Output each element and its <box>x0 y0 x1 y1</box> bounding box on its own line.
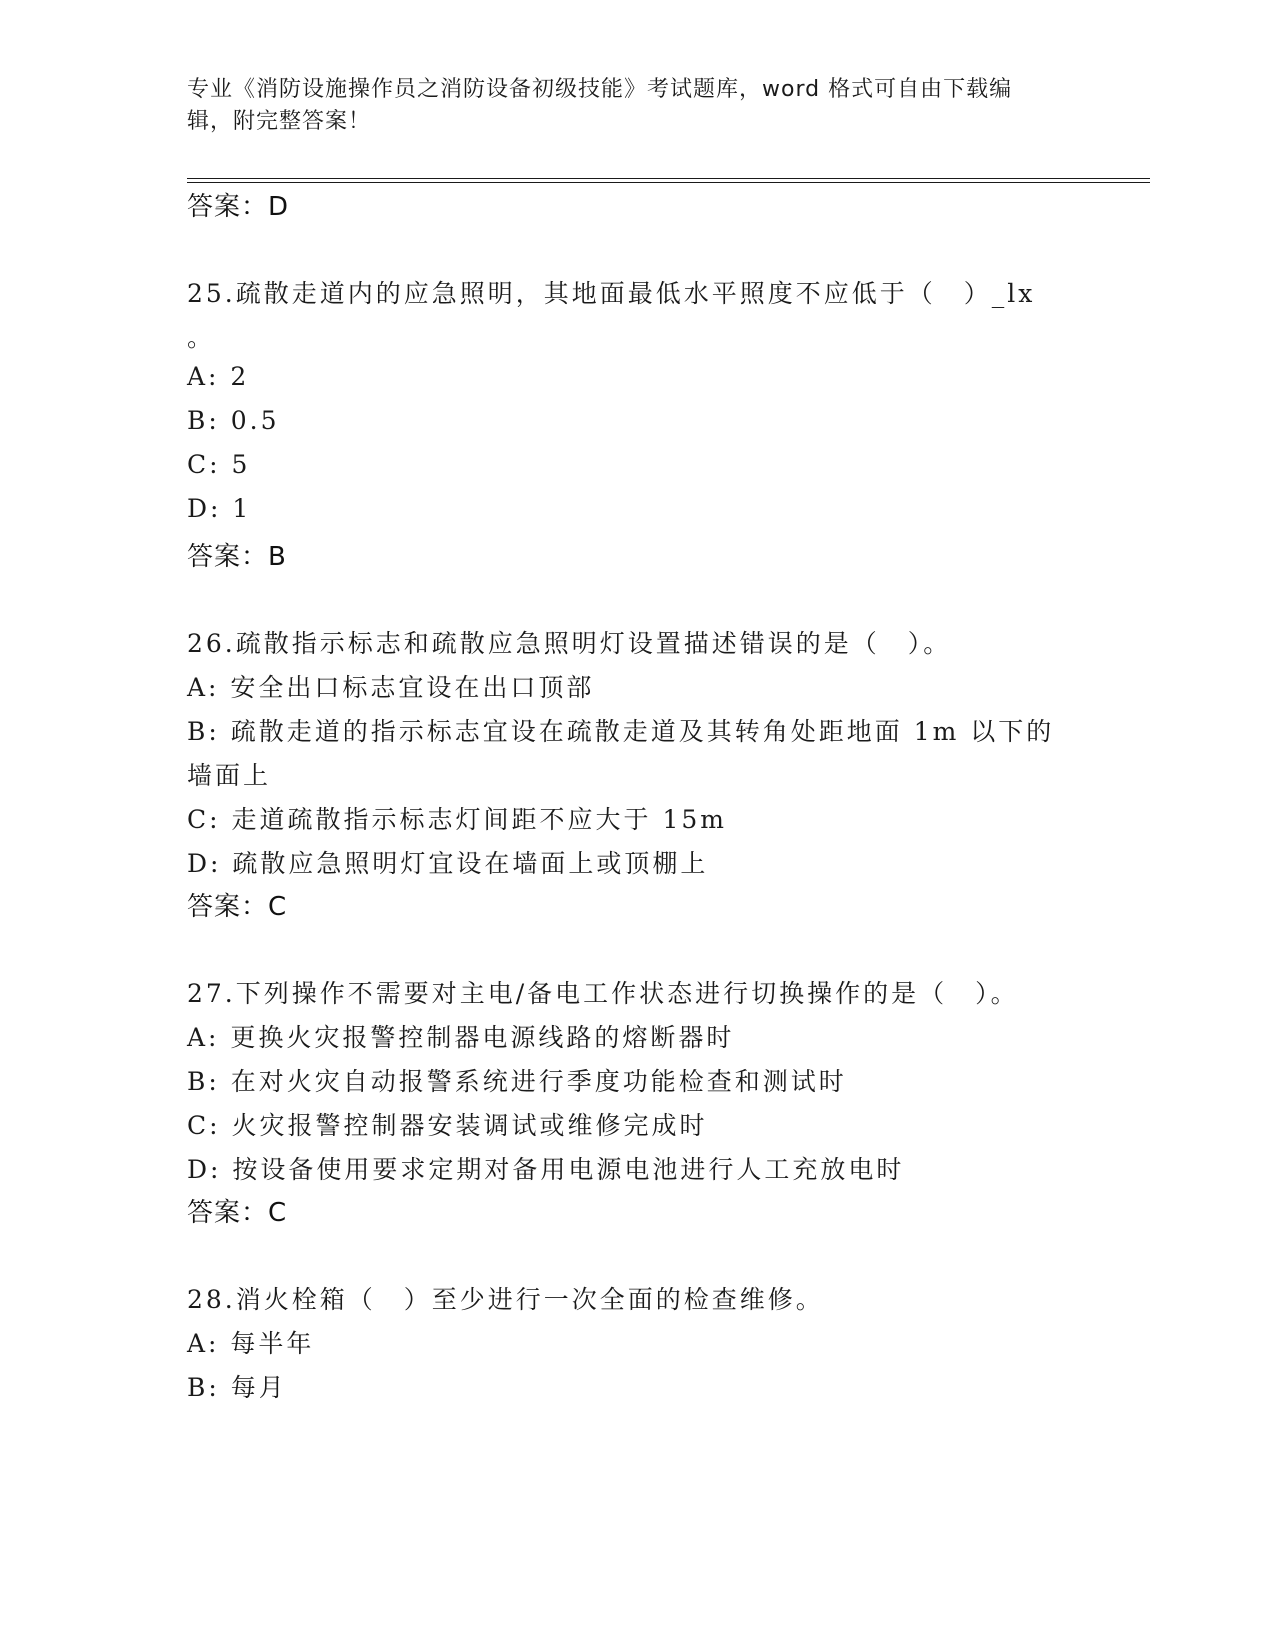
question-26-answer: 答案：C <box>187 892 288 922</box>
question-25-option-d: D: 1 <box>187 494 252 523</box>
header-line-1: 专业《消防设施操作员之消防设备初级技能》考试题库，word 格式可自由下载编 <box>187 77 1013 102</box>
question-27-option-b: B: 在对火灾自动报警系统进行季度功能检查和测试时 <box>187 1067 847 1096</box>
question-28-option-b: B: 每月 <box>187 1373 287 1402</box>
question-25-option-c: C: 5 <box>187 450 251 479</box>
question-27-option-c: C: 火灾报警控制器安装调试或维修完成时 <box>187 1111 708 1140</box>
question-28-option-a: A: 每半年 <box>187 1329 315 1358</box>
header-line-2: 辑，附完整答案！ <box>187 109 372 134</box>
question-27-option-a: A: 更换火灾报警控制器电源线路的熔断器时 <box>187 1023 735 1052</box>
question-27-option-d: D: 按设备使用要求定期对备用电源电池进行人工充放电时 <box>187 1155 905 1184</box>
question-26-option-a: A: 安全出口标志宜设在出口顶部 <box>187 673 595 702</box>
question-26-option-b-cont: 墙面上 <box>187 761 272 790</box>
previous-answer: 答案：D <box>187 192 290 222</box>
question-25-option-b: B: 0.5 <box>187 406 280 435</box>
question-26-stem: 26.疏散指示标志和疏散应急照明灯设置描述错误的是（ ）。 <box>187 629 952 658</box>
question-27-answer: 答案：C <box>187 1198 288 1228</box>
question-26-option-c: C: 走道疏散指示标志灯间距不应大于 15m <box>187 805 727 834</box>
header-rule-bottom <box>187 182 1150 183</box>
question-27-stem: 27.下列操作不需要对主电/备电工作状态进行切换操作的是（ ）。 <box>187 979 1019 1008</box>
question-26-option-d: D: 疏散应急照明灯宜设在墙面上或顶棚上 <box>187 849 709 878</box>
header-rule-top <box>187 178 1150 179</box>
question-25-stem-cont: 。 <box>187 323 216 352</box>
page-header <box>187 74 1067 138</box>
question-25-option-a: A: 2 <box>187 362 250 391</box>
question-25-answer: 答案：B <box>187 542 287 572</box>
question-25-stem: 25.疏散走道内的应急照明，其地面最低水平照度不应低于（ ）_lx <box>187 279 1036 308</box>
question-26-option-b: B: 疏散走道的指示标志宜设在疏散走道及其转角处距地面 1m 以下的 <box>187 717 1055 746</box>
question-28-stem: 28.消火栓箱（ ）至少进行一次全面的检查维修。 <box>187 1285 824 1314</box>
